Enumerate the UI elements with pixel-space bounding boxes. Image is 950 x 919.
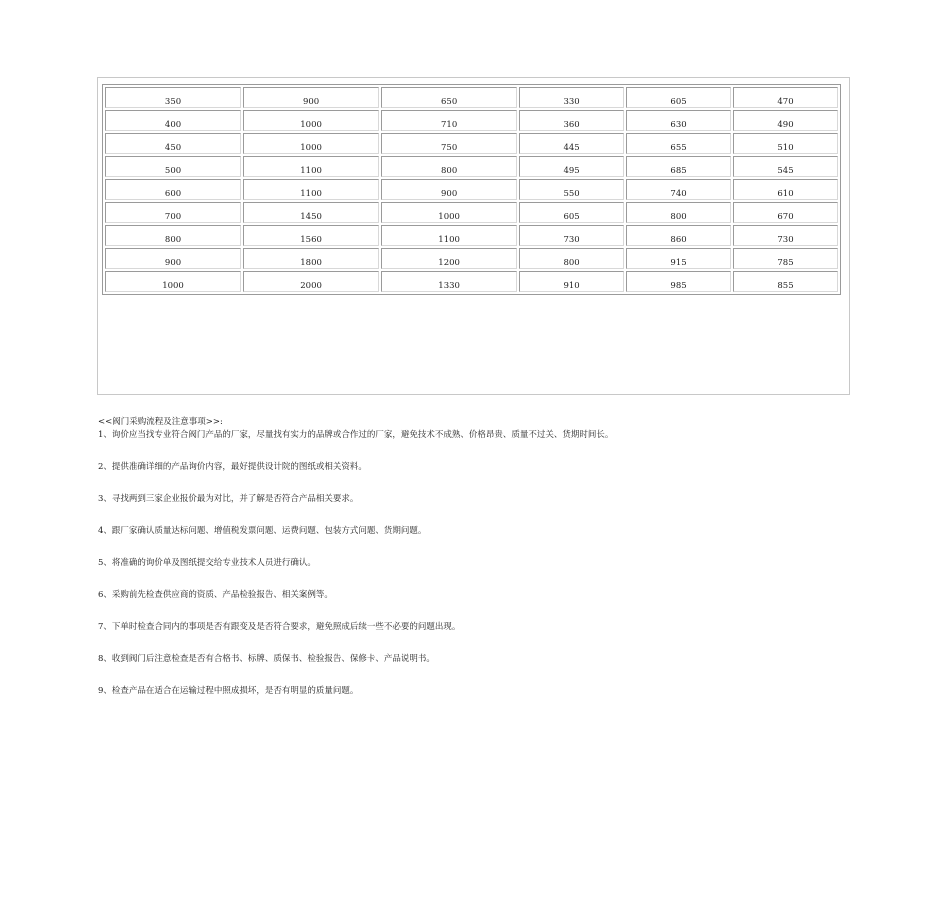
table-row xyxy=(105,156,838,177)
table-cell: 1100 xyxy=(243,179,379,200)
table-cell: 400 xyxy=(105,110,241,131)
table-cell: 900 xyxy=(381,179,517,200)
note-item: 6、采购前先检查供应商的资质、产品检验报告、相关案例等。 xyxy=(98,590,333,600)
table-cell: 800 xyxy=(519,248,624,269)
table-cell: 1100 xyxy=(243,156,379,177)
table-cell: 2000 xyxy=(243,271,379,292)
table-cell: 445 xyxy=(519,133,624,154)
table-cell: 710 xyxy=(381,110,517,131)
table-cell: 800 xyxy=(381,156,517,177)
table-cell: 1000 xyxy=(243,133,379,154)
table-cell: 550 xyxy=(519,179,624,200)
table-cell: 605 xyxy=(519,202,624,223)
valve-data-table xyxy=(102,84,841,295)
table-cell: 1000 xyxy=(243,110,379,131)
table-row xyxy=(105,202,838,223)
note-item: 1、询价应当找专业符合阀门产品的厂家，尽量找有实力的品牌或合作过的厂家，避免技术不成熟、价格昂贵、质量不过关、货期时间长。 xyxy=(98,430,614,440)
table-cell: 330 xyxy=(519,87,624,108)
table-row xyxy=(105,87,838,108)
table-cell: 605 xyxy=(626,87,731,108)
table-cell: 1800 xyxy=(243,248,379,269)
table-cell: 685 xyxy=(626,156,731,177)
note-item: 4、跟厂家确认质量达标问题、增值税发票问题、运费问题、包装方式问题、货期问题。 xyxy=(98,526,427,536)
note-item: 9、检查产品在适合在运输过程中照成损坏，是否有明显的质量问题。 xyxy=(98,686,359,696)
table-row xyxy=(105,271,838,292)
table-cell: 985 xyxy=(626,271,731,292)
notes-heading: <<阀门采购流程及注意事项>>: xyxy=(98,417,223,427)
table-cell: 670 xyxy=(733,202,838,223)
table-row xyxy=(105,110,838,131)
table-row xyxy=(105,225,838,246)
table-cell: 700 xyxy=(105,202,241,223)
table-cell: 450 xyxy=(105,133,241,154)
table-cell: 855 xyxy=(733,271,838,292)
table-cell: 350 xyxy=(105,87,241,108)
table-cell: 1560 xyxy=(243,225,379,246)
table-cell: 490 xyxy=(733,110,838,131)
table-cell: 1000 xyxy=(381,202,517,223)
table-row xyxy=(105,179,838,200)
note-item: 8、收到阀门后注意检查是否有合格书、标牌、质保书、检验报告、保修卡、产品说明书。 xyxy=(98,654,435,664)
table-cell: 1100 xyxy=(381,225,517,246)
table-cell: 800 xyxy=(105,225,241,246)
table-cell: 655 xyxy=(626,133,731,154)
table-cell: 495 xyxy=(519,156,624,177)
note-item: 2、提供准确详细的产品询价内容，最好提供设计院的图纸或相关资料。 xyxy=(98,462,367,472)
table-cell: 860 xyxy=(626,225,731,246)
table-cell: 730 xyxy=(733,225,838,246)
table-cell: 800 xyxy=(626,202,731,223)
note-item: 5、将准确的询价单及图纸提交给专业技术人员进行确认。 xyxy=(98,558,316,568)
table-cell: 785 xyxy=(733,248,838,269)
table-cell: 910 xyxy=(519,271,624,292)
table-cell: 1450 xyxy=(243,202,379,223)
table-cell: 470 xyxy=(733,87,838,108)
note-item: 7、下单时检查合同内的事项是否有跟变及是否符合要求，避免照成后续一些不必要的问题出现。 xyxy=(98,622,461,632)
table-cell: 740 xyxy=(626,179,731,200)
table-cell: 360 xyxy=(519,110,624,131)
table-cell: 900 xyxy=(243,87,379,108)
procurement-notes xyxy=(98,417,858,718)
note-item: 3、寻找两到三家企业报价最为对比，并了解是否符合产品相关要求。 xyxy=(98,494,359,504)
table-row xyxy=(105,133,838,154)
table-cell: 1200 xyxy=(381,248,517,269)
table-frame xyxy=(97,77,850,395)
table-cell: 750 xyxy=(381,133,517,154)
table-cell: 545 xyxy=(733,156,838,177)
table-cell: 650 xyxy=(381,87,517,108)
table-cell: 510 xyxy=(733,133,838,154)
table-row xyxy=(105,248,838,269)
table-cell: 730 xyxy=(519,225,624,246)
table-cell: 915 xyxy=(626,248,731,269)
table-cell: 600 xyxy=(105,179,241,200)
table-cell: 610 xyxy=(733,179,838,200)
table-cell: 1000 xyxy=(105,271,241,292)
table-cell: 630 xyxy=(626,110,731,131)
table-cell: 900 xyxy=(105,248,241,269)
table-cell: 500 xyxy=(105,156,241,177)
table-cell: 1330 xyxy=(381,271,517,292)
